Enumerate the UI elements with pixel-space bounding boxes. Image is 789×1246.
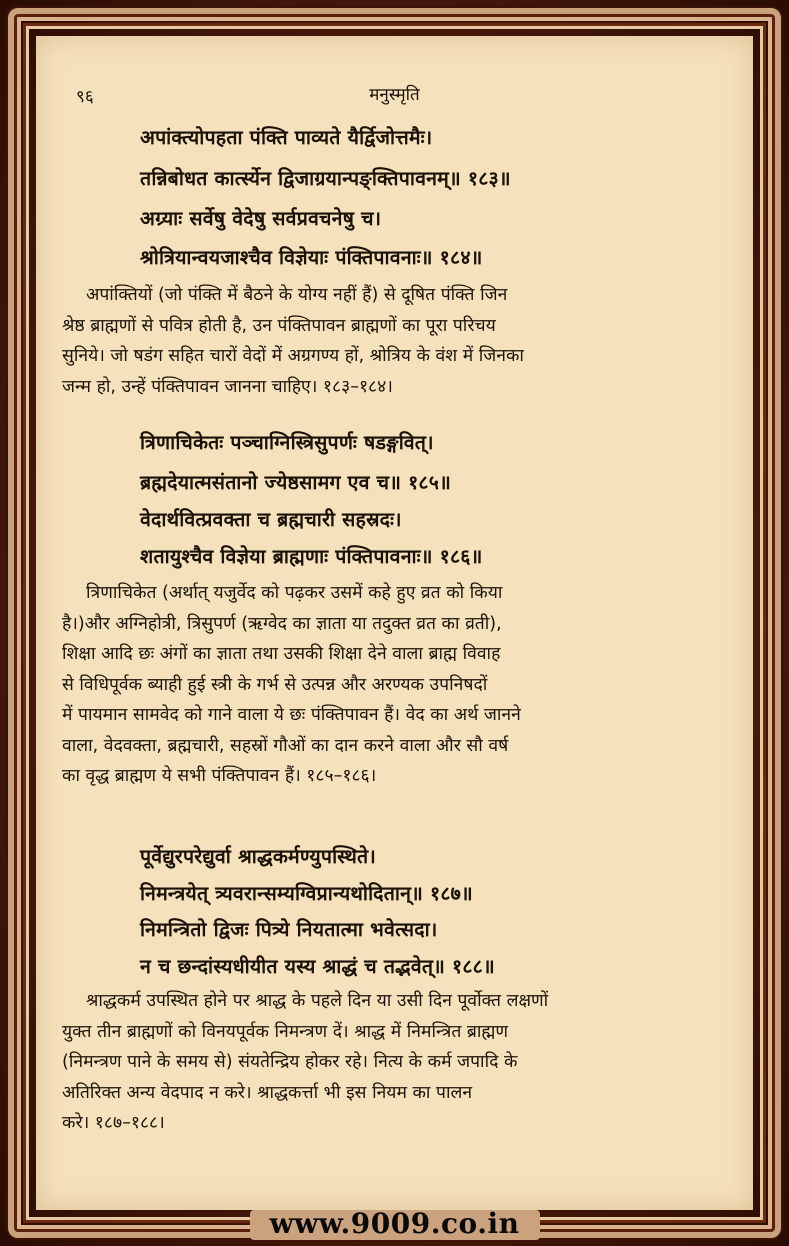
verse-line: त्रिणाचिकेतः पञ्चाग्निस्त्रिसुपर्णः षडङ्गवित्। xyxy=(140,431,434,454)
paragraph-line: से विधिपूर्वक ब्याही हुई स्त्री के गर्भ से उत्पन्न और अरण्यक उपनिषदों xyxy=(62,674,488,695)
verse-line: श्रोत्रियान्वयजाश्चैव विज्ञेयाः पंक्तिपावनाः॥ १८४॥ xyxy=(140,246,483,269)
verse-line: ब्रह्मदेयात्मसंतानो ज्येष्ठसामग एव च॥ १८५॥ xyxy=(140,471,451,494)
verse-line: अपांक्त्योपहता पंक्ति पाव्यते यैर्द्विजोत्तमैः। xyxy=(140,126,433,149)
verse-line: न च छन्दांस्यधीयीत यस्य श्राद्धं च तद्भवेत्॥ १८८॥ xyxy=(140,955,495,978)
verse-line: वेदार्थवित्प्रवक्ता च ब्रह्मचारी सहस्रदः। xyxy=(140,508,402,531)
paragraph-line: वाला, वेदवक्ता, ब्रह्मचारी, सहस्रों गौओं का दान करने वाला और सौ वर्ष xyxy=(62,735,509,756)
paragraph-line: अपांक्तियों (जो पंक्ति में बैठने के योग्य नहीं हैं) से दूषित पंक्ति जिन xyxy=(86,285,508,305)
paragraph-line: अतिरिक्त अन्य वेदपाद न करे। श्राद्धकर्त्ता भी इस नियम का पालन xyxy=(62,1082,473,1103)
paragraph-line: का वृद्ध ब्राह्मण ये सभी पंक्तिपावन हैं। १८५–१८६। xyxy=(62,766,377,786)
verse-line: पूर्वेद्युरपरेद्युर्वा श्राद्धकर्मण्युपस्थिते। xyxy=(140,845,376,868)
paragraph-line: श्रेष्ठ ब्राह्मणों से पवित्र होती है, उन पंक्तिपावन ब्राह्मणों का पूरा परिचय xyxy=(62,315,496,336)
paragraph-line: त्रिणाचिकेत (अर्थात् यजुर्वेद को पढ़कर उसमें कहे हुए व्रत को किया xyxy=(86,583,503,603)
paragraph-line: युक्त तीन ब्राह्मणों को विनयपूर्वक निमन्त्रण दें। श्राद्ध में निमन्त्रित ब्राह्मण xyxy=(62,1021,509,1042)
page-number: ९६ xyxy=(76,87,94,107)
paragraph-line: में पायमान सामवेद को गाने वाला ये छः पंक्तिपावन हैं। वेद का अर्थ जानने xyxy=(62,705,521,725)
website-link[interactable]: www.9009.co.in xyxy=(269,1207,520,1240)
translation-paragraph xyxy=(62,986,726,1139)
page-title: मनुस्मृति xyxy=(369,85,420,105)
paragraph-line: (निमन्त्रण पाने के समय से) संयतेन्द्रिय होकर रहे। नित्य के कर्म जपादि के xyxy=(62,1052,518,1072)
verse-line: शतायुश्चैव विज्ञेया ब्राह्मणाः पंक्तिपावनाः॥ १८६॥ xyxy=(140,545,483,568)
paragraph-line: श्राद्धकर्म उपस्थित होने पर श्राद्ध के पहले दिन या उसी दिन पूर्वोक्त लक्षणों xyxy=(86,991,549,1011)
paragraph-line: करे। १८७–१८८। xyxy=(62,1113,165,1133)
paragraph-line: सुनिये। जो षडंग सहित चारों वेदों में अग्रगण्य हों, श्रोत्रिय के वंश में जिनका xyxy=(62,346,524,366)
translation-paragraph xyxy=(62,578,726,792)
verse-line: निमन्त्रयेत् त्र्यवरान्सम्यग्विप्रान्यथोदितान्॥ १८७॥ xyxy=(140,882,473,905)
translation-paragraph xyxy=(62,280,726,402)
verse-line: निमन्त्रितो द्विजः पित्र्ये नियतात्मा भवेत्सदा। xyxy=(140,918,438,941)
verse-line: तन्निबोधत कार्त्स्येन द्विजाग्रयान्पङ्क्तिपावनम्॥ १८३॥ xyxy=(140,167,511,190)
paragraph-line: शिक्षा आदि छः अंगों का ज्ञाता तथा उसकी शिक्षा देने वाला ब्राह्म विवाह xyxy=(62,644,501,664)
verse-line: अग्र्याः सर्वेषु वेदेषु सर्वप्रवचनेषु च। xyxy=(140,207,382,230)
scanned-page xyxy=(36,36,753,1210)
paragraph-line: जन्म हो, उन्हें पंक्तिपावन जानना चाहिए। १८३–१८४। xyxy=(62,376,393,397)
paragraph-line: है।)और अग्निहोत्री, त्रिसुपर्ण (ऋग्वेद का ज्ञाता या तदुक्त व्रत का व्रती), xyxy=(62,613,502,634)
